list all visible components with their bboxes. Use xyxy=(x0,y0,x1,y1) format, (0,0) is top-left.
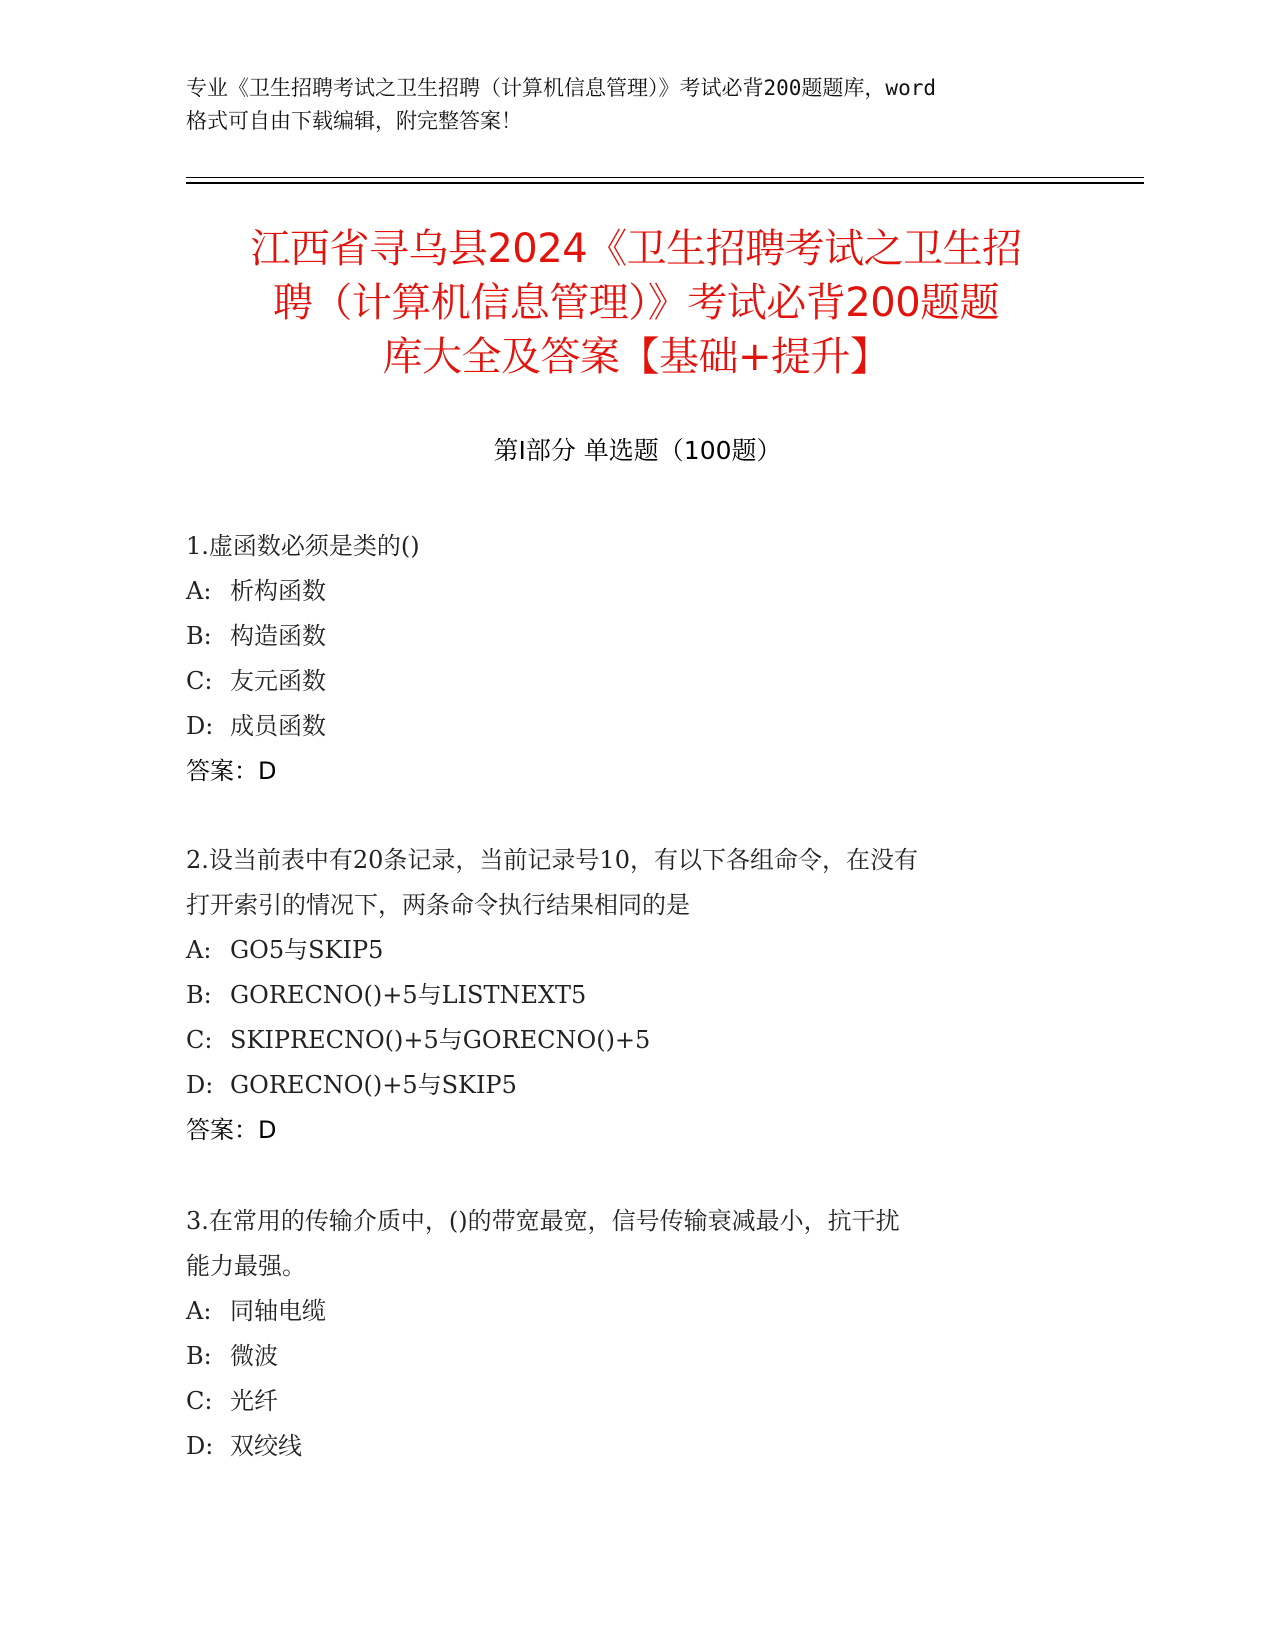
option-b xyxy=(186,1334,1086,1379)
option-label: C: xyxy=(186,1026,213,1054)
option-label: C: xyxy=(186,1387,213,1415)
option-label: D: xyxy=(186,1071,214,1099)
option-text: 构造函数 xyxy=(230,622,326,650)
question-text: 打开索引的情况下，两条命令执行结果相同的是 xyxy=(186,891,690,919)
option-text: GORECNO()+5与LISTNEXT5 xyxy=(230,981,587,1009)
question-3 xyxy=(186,1199,1086,1469)
question-text: 2.设当前表中有20条记录，当前记录号10，有以下各组命令，在没有 xyxy=(186,846,918,874)
header-line: 专业《卫生招聘考试之卫生招聘（计算机信息管理）》考试必背200题题库，word xyxy=(186,76,936,100)
option-b xyxy=(186,614,1086,659)
question-text: 1.虚函数必须是类的() xyxy=(186,532,420,560)
option-label: B: xyxy=(186,622,212,650)
option-text: 同轴电缆 xyxy=(230,1297,326,1325)
title-line: 聘（计算机信息管理）》考试必背200题题 xyxy=(272,280,1000,326)
question-2 xyxy=(186,838,1086,1153)
option-text: GO5与SKIP5 xyxy=(230,936,384,964)
question-1 xyxy=(186,524,1086,794)
header-line: 格式可自由下载编辑，附完整答案！ xyxy=(186,109,522,133)
option-d xyxy=(186,704,1086,749)
question-text: 3.在常用的传输介质中，()的带宽最宽，信号传输衰减最小，抗干扰 xyxy=(186,1207,900,1235)
option-text: SKIPRECNO()+5与GORECNO()+5 xyxy=(230,1026,651,1054)
option-d xyxy=(186,1063,1086,1108)
title-line: 江西省寻乌县2024《卫生招聘考试之卫生招 xyxy=(250,226,1022,272)
title-line: 库大全及答案【基础+提升】 xyxy=(382,334,890,380)
option-a xyxy=(186,569,1086,614)
option-text: 友元函数 xyxy=(230,667,326,695)
option-text: 成员函数 xyxy=(230,712,326,740)
question-text: 能力最强。 xyxy=(186,1252,306,1280)
option-c xyxy=(186,1018,1086,1063)
option-c xyxy=(186,1379,1086,1424)
option-c xyxy=(186,659,1086,704)
option-label: A: xyxy=(186,577,212,605)
option-label: D: xyxy=(186,712,214,740)
option-label: B: xyxy=(186,1342,212,1370)
option-d xyxy=(186,1424,1086,1469)
option-label: D: xyxy=(186,1432,214,1460)
option-label: B: xyxy=(186,981,212,1009)
header-divider-thick xyxy=(186,182,1144,184)
option-text: 光纤 xyxy=(230,1387,278,1415)
option-label: C: xyxy=(186,667,213,695)
option-text: 双绞线 xyxy=(230,1432,302,1460)
document-title xyxy=(186,222,1086,384)
option-label: A: xyxy=(186,936,212,964)
option-text: 微波 xyxy=(230,1342,278,1370)
option-b xyxy=(186,973,1086,1018)
answer-text: 答案：D xyxy=(186,1116,277,1144)
option-a xyxy=(186,928,1086,973)
document-header xyxy=(186,72,1086,138)
option-text: GORECNO()+5与SKIP5 xyxy=(230,1071,517,1099)
option-text: 析构函数 xyxy=(230,577,326,605)
section-heading: 第I部分 单选题（100题） xyxy=(493,436,782,465)
option-a xyxy=(186,1289,1086,1334)
answer-text: 答案：D xyxy=(186,757,277,785)
option-label: A: xyxy=(186,1297,212,1325)
header-divider-thin xyxy=(186,177,1144,178)
